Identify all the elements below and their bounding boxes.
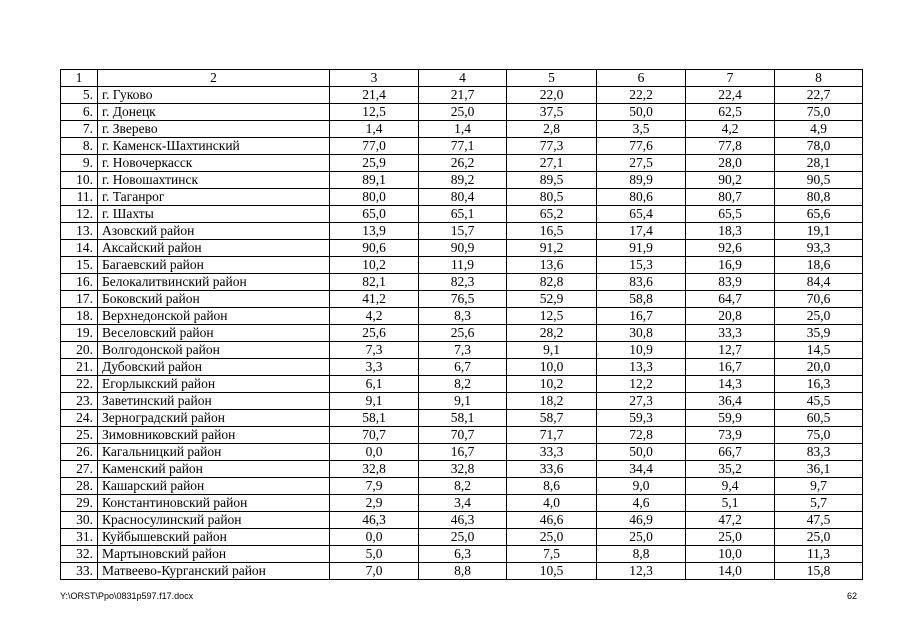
- value-cell: 45,5: [775, 393, 863, 410]
- value-cell: 28,1: [775, 155, 863, 172]
- value-cell: 60,5: [775, 410, 863, 427]
- value-cell: 70,6: [775, 291, 863, 308]
- value-cell: 91,9: [597, 240, 686, 257]
- district-name-cell: Кашарский район: [98, 478, 330, 495]
- value-cell: 12,2: [597, 376, 686, 393]
- row-number-cell: 22.: [61, 376, 98, 393]
- value-cell: 82,1: [330, 274, 419, 291]
- value-cell: 5,7: [775, 495, 863, 512]
- row-number-cell: 25.: [61, 427, 98, 444]
- district-name-cell: Белокалитвинский район: [98, 274, 330, 291]
- table-row: [61, 325, 863, 342]
- table-row: [61, 257, 863, 274]
- value-cell: 33,3: [686, 325, 775, 342]
- value-cell: 77,1: [419, 138, 507, 155]
- value-cell: 10,2: [507, 376, 597, 393]
- value-cell: 64,7: [686, 291, 775, 308]
- value-cell: 18,2: [507, 393, 597, 410]
- value-cell: 8,2: [419, 376, 507, 393]
- value-cell: 41,2: [330, 291, 419, 308]
- value-cell: 14,5: [775, 342, 863, 359]
- value-cell: 28,2: [507, 325, 597, 342]
- value-cell: 65,5: [686, 206, 775, 223]
- value-cell: 33,3: [507, 444, 597, 461]
- value-cell: 6,7: [419, 359, 507, 376]
- value-cell: 70,7: [419, 427, 507, 444]
- value-cell: 27,3: [597, 393, 686, 410]
- table-row: [61, 138, 863, 155]
- value-cell: 17,4: [597, 223, 686, 240]
- value-cell: 22,4: [686, 87, 775, 104]
- value-cell: 5,0: [330, 546, 419, 563]
- table-body: [61, 70, 863, 580]
- value-cell: 59,3: [597, 410, 686, 427]
- row-number-cell: 27.: [61, 461, 98, 478]
- row-number-cell: 10.: [61, 172, 98, 189]
- value-cell: 46,9: [597, 512, 686, 529]
- value-cell: 8,2: [419, 478, 507, 495]
- value-cell: 19,1: [775, 223, 863, 240]
- table-row: [61, 155, 863, 172]
- value-cell: 22,2: [597, 87, 686, 104]
- value-cell: 33,6: [507, 461, 597, 478]
- value-cell: 93,3: [775, 240, 863, 257]
- table-row: [61, 376, 863, 393]
- value-cell: 2,8: [507, 121, 597, 138]
- table-row: [61, 342, 863, 359]
- value-cell: 35,2: [686, 461, 775, 478]
- district-name-cell: Боковский район: [98, 291, 330, 308]
- row-number-cell: 20.: [61, 342, 98, 359]
- value-cell: 83,9: [686, 274, 775, 291]
- value-cell: 59,9: [686, 410, 775, 427]
- value-cell: 80,4: [419, 189, 507, 206]
- value-cell: 80,6: [597, 189, 686, 206]
- row-number-cell: 14.: [61, 240, 98, 257]
- value-cell: 83,3: [775, 444, 863, 461]
- value-cell: 25,0: [419, 529, 507, 546]
- district-name-cell: Кагальницкий район: [98, 444, 330, 461]
- value-cell: 58,7: [507, 410, 597, 427]
- value-cell: 46,6: [507, 512, 597, 529]
- value-cell: 3,5: [597, 121, 686, 138]
- value-cell: 32,8: [419, 461, 507, 478]
- value-cell: 82,8: [507, 274, 597, 291]
- value-cell: 5,1: [686, 495, 775, 512]
- value-cell: 16,7: [419, 444, 507, 461]
- value-cell: 8,8: [597, 546, 686, 563]
- value-cell: 15,7: [419, 223, 507, 240]
- value-cell: 16,9: [686, 257, 775, 274]
- value-cell: 62,5: [686, 104, 775, 121]
- table-row: [61, 546, 863, 563]
- row-number-cell: 28.: [61, 478, 98, 495]
- table-row: [61, 121, 863, 138]
- value-cell: 83,6: [597, 274, 686, 291]
- district-name-cell: г. Гуково: [98, 87, 330, 104]
- value-cell: 16,5: [507, 223, 597, 240]
- row-number-cell: 12.: [61, 206, 98, 223]
- value-cell: 77,6: [597, 138, 686, 155]
- page-number: 62: [847, 591, 858, 601]
- value-cell: 4,2: [330, 308, 419, 325]
- table-row: [61, 223, 863, 240]
- row-number-cell: 18.: [61, 308, 98, 325]
- value-cell: 25,0: [775, 308, 863, 325]
- value-cell: 82,3: [419, 274, 507, 291]
- value-cell: 34,4: [597, 461, 686, 478]
- value-cell: 9,1: [507, 342, 597, 359]
- value-cell: 1,4: [419, 121, 507, 138]
- value-cell: 92,6: [686, 240, 775, 257]
- value-cell: 28,0: [686, 155, 775, 172]
- header-cell: 5: [507, 70, 597, 87]
- value-cell: 27,5: [597, 155, 686, 172]
- table-row: [61, 461, 863, 478]
- district-name-cell: г. Новочеркасск: [98, 155, 330, 172]
- table-row: [61, 291, 863, 308]
- header-cell: 1: [61, 70, 98, 87]
- table-row: [61, 308, 863, 325]
- row-number-cell: 21.: [61, 359, 98, 376]
- value-cell: 65,1: [419, 206, 507, 223]
- value-cell: 37,5: [507, 104, 597, 121]
- value-cell: 50,0: [597, 104, 686, 121]
- value-cell: 9,7: [775, 478, 863, 495]
- district-name-cell: Зерноградский район: [98, 410, 330, 427]
- district-name-cell: Аксайский район: [98, 240, 330, 257]
- value-cell: 2,9: [330, 495, 419, 512]
- row-number-cell: 29.: [61, 495, 98, 512]
- value-cell: 65,6: [775, 206, 863, 223]
- value-cell: 22,0: [507, 87, 597, 104]
- value-cell: 10,9: [597, 342, 686, 359]
- value-cell: 72,8: [597, 427, 686, 444]
- value-cell: 10,5: [507, 563, 597, 580]
- row-number-cell: 8.: [61, 138, 98, 155]
- district-name-cell: Каменский район: [98, 461, 330, 478]
- value-cell: 8,8: [419, 563, 507, 580]
- value-cell: 46,3: [330, 512, 419, 529]
- value-cell: 89,5: [507, 172, 597, 189]
- value-cell: 47,2: [686, 512, 775, 529]
- table-row: [61, 427, 863, 444]
- table-row: [61, 274, 863, 291]
- district-name-cell: Веселовский район: [98, 325, 330, 342]
- district-name-cell: Заветинский район: [98, 393, 330, 410]
- row-number-cell: 5.: [61, 87, 98, 104]
- value-cell: 14,0: [686, 563, 775, 580]
- value-cell: 9,4: [686, 478, 775, 495]
- value-cell: 26,2: [419, 155, 507, 172]
- table-row: [61, 495, 863, 512]
- table-row: [61, 529, 863, 546]
- value-cell: 52,9: [507, 291, 597, 308]
- value-cell: 78,0: [775, 138, 863, 155]
- district-name-cell: г. Каменск-Шахтинский: [98, 138, 330, 155]
- value-cell: 10,0: [507, 359, 597, 376]
- district-name-cell: Матвеево-Курганский район: [98, 563, 330, 580]
- value-cell: 3,4: [419, 495, 507, 512]
- data-table: [60, 69, 863, 580]
- table-row: [61, 240, 863, 257]
- value-cell: 73,9: [686, 427, 775, 444]
- row-number-cell: 6.: [61, 104, 98, 121]
- value-cell: 36,1: [775, 461, 863, 478]
- district-name-cell: Красносулинский район: [98, 512, 330, 529]
- row-number-cell: 9.: [61, 155, 98, 172]
- footer-file-path: Y:\ORST\Ppo\0831p597.f17.docx: [60, 591, 194, 601]
- table-row: [61, 172, 863, 189]
- table-row: [61, 359, 863, 376]
- value-cell: 25,0: [507, 529, 597, 546]
- district-name-cell: г. Таганрог: [98, 189, 330, 206]
- value-cell: 84,4: [775, 274, 863, 291]
- value-cell: 75,0: [775, 427, 863, 444]
- header-cell: 6: [597, 70, 686, 87]
- row-number-cell: 7.: [61, 121, 98, 138]
- district-name-cell: Дубовский район: [98, 359, 330, 376]
- value-cell: 13,3: [597, 359, 686, 376]
- district-name-cell: Егорлыкский район: [98, 376, 330, 393]
- row-number-cell: 11.: [61, 189, 98, 206]
- value-cell: 77,8: [686, 138, 775, 155]
- value-cell: 66,7: [686, 444, 775, 461]
- value-cell: 25,0: [686, 529, 775, 546]
- value-cell: 50,0: [597, 444, 686, 461]
- table-row: [61, 206, 863, 223]
- district-name-cell: Константиновский район: [98, 495, 330, 512]
- row-number-cell: 33.: [61, 563, 98, 580]
- value-cell: 46,3: [419, 512, 507, 529]
- header-cell: 8: [775, 70, 863, 87]
- district-name-cell: Зимовниковский район: [98, 427, 330, 444]
- value-cell: 70,7: [330, 427, 419, 444]
- value-cell: 10,2: [330, 257, 419, 274]
- value-cell: 77,3: [507, 138, 597, 155]
- row-number-cell: 19.: [61, 325, 98, 342]
- value-cell: 58,1: [419, 410, 507, 427]
- district-name-cell: Азовский район: [98, 223, 330, 240]
- value-cell: 3,3: [330, 359, 419, 376]
- value-cell: 80,0: [330, 189, 419, 206]
- value-cell: 76,5: [419, 291, 507, 308]
- value-cell: 0,0: [330, 444, 419, 461]
- row-number-cell: 24.: [61, 410, 98, 427]
- value-cell: 25,9: [330, 155, 419, 172]
- value-cell: 77,0: [330, 138, 419, 155]
- value-cell: 90,6: [330, 240, 419, 257]
- value-cell: 4,0: [507, 495, 597, 512]
- value-cell: 6,1: [330, 376, 419, 393]
- value-cell: 20,0: [775, 359, 863, 376]
- value-cell: 90,5: [775, 172, 863, 189]
- row-number-cell: 13.: [61, 223, 98, 240]
- value-cell: 21,4: [330, 87, 419, 104]
- value-cell: 16,3: [775, 376, 863, 393]
- table-row: [61, 410, 863, 427]
- value-cell: 16,7: [597, 308, 686, 325]
- value-cell: 22,7: [775, 87, 863, 104]
- value-cell: 36,4: [686, 393, 775, 410]
- value-cell: 58,1: [330, 410, 419, 427]
- header-cell: 3: [330, 70, 419, 87]
- value-cell: 14,3: [686, 376, 775, 393]
- row-number-cell: 16.: [61, 274, 98, 291]
- row-number-cell: 32.: [61, 546, 98, 563]
- value-cell: 12,7: [686, 342, 775, 359]
- district-name-cell: г. Зверево: [98, 121, 330, 138]
- value-cell: 10,0: [686, 546, 775, 563]
- header-cell: 4: [419, 70, 507, 87]
- value-cell: 9,1: [419, 393, 507, 410]
- table-row: [61, 478, 863, 495]
- value-cell: 16,7: [686, 359, 775, 376]
- value-cell: 7,9: [330, 478, 419, 495]
- value-cell: 47,5: [775, 512, 863, 529]
- table-row: [61, 393, 863, 410]
- value-cell: 80,8: [775, 189, 863, 206]
- value-cell: 25,6: [419, 325, 507, 342]
- value-cell: 15,8: [775, 563, 863, 580]
- row-number-cell: 17.: [61, 291, 98, 308]
- value-cell: 12,5: [507, 308, 597, 325]
- district-name-cell: г. Донецк: [98, 104, 330, 121]
- header-cell: 2: [98, 70, 330, 87]
- value-cell: 7,0: [330, 563, 419, 580]
- table-row: [61, 189, 863, 206]
- value-cell: 15,3: [597, 257, 686, 274]
- value-cell: 20,8: [686, 308, 775, 325]
- value-cell: 21,7: [419, 87, 507, 104]
- table-row: [61, 104, 863, 121]
- district-name-cell: г. Новошахтинск: [98, 172, 330, 189]
- value-cell: 80,7: [686, 189, 775, 206]
- value-cell: 91,2: [507, 240, 597, 257]
- value-cell: 9,1: [330, 393, 419, 410]
- value-cell: 4,6: [597, 495, 686, 512]
- district-name-cell: Верхнедонской район: [98, 308, 330, 325]
- value-cell: 13,9: [330, 223, 419, 240]
- header-cell: 7: [686, 70, 775, 87]
- district-name-cell: г. Шахты: [98, 206, 330, 223]
- value-cell: 65,4: [597, 206, 686, 223]
- row-number-cell: 15.: [61, 257, 98, 274]
- value-cell: 11,9: [419, 257, 507, 274]
- value-cell: 65,2: [507, 206, 597, 223]
- value-cell: 30,8: [597, 325, 686, 342]
- district-name-cell: Куйбышевский район: [98, 529, 330, 546]
- row-number-cell: 30.: [61, 512, 98, 529]
- value-cell: 25,6: [330, 325, 419, 342]
- value-cell: 4,9: [775, 121, 863, 138]
- value-cell: 12,5: [330, 104, 419, 121]
- value-cell: 18,6: [775, 257, 863, 274]
- value-cell: 35,9: [775, 325, 863, 342]
- value-cell: 9,0: [597, 478, 686, 495]
- value-cell: 89,1: [330, 172, 419, 189]
- district-name-cell: Волгодонской район: [98, 342, 330, 359]
- value-cell: 4,2: [686, 121, 775, 138]
- row-number-cell: 26.: [61, 444, 98, 461]
- table-row: [61, 512, 863, 529]
- value-cell: 25,0: [597, 529, 686, 546]
- value-cell: 7,5: [507, 546, 597, 563]
- value-cell: 6,3: [419, 546, 507, 563]
- value-cell: 75,0: [775, 104, 863, 121]
- value-cell: 12,3: [597, 563, 686, 580]
- value-cell: 89,9: [597, 172, 686, 189]
- value-cell: 1,4: [330, 121, 419, 138]
- value-cell: 90,9: [419, 240, 507, 257]
- row-number-cell: 31.: [61, 529, 98, 546]
- value-cell: 25,0: [775, 529, 863, 546]
- value-cell: 7,3: [330, 342, 419, 359]
- district-name-cell: Багаевский район: [98, 257, 330, 274]
- value-cell: 90,2: [686, 172, 775, 189]
- value-cell: 65,0: [330, 206, 419, 223]
- table-row: [61, 444, 863, 461]
- value-cell: 25,0: [419, 104, 507, 121]
- value-cell: 89,2: [419, 172, 507, 189]
- value-cell: 0,0: [330, 529, 419, 546]
- value-cell: 8,6: [507, 478, 597, 495]
- row-number-cell: 23.: [61, 393, 98, 410]
- district-name-cell: Мартыновский район: [98, 546, 330, 563]
- value-cell: 8,3: [419, 308, 507, 325]
- value-cell: 11,3: [775, 546, 863, 563]
- table-row: [61, 563, 863, 580]
- value-cell: 7,3: [419, 342, 507, 359]
- value-cell: 18,3: [686, 223, 775, 240]
- value-cell: 80,5: [507, 189, 597, 206]
- value-cell: 58,8: [597, 291, 686, 308]
- value-cell: 71,7: [507, 427, 597, 444]
- table-row: [61, 87, 863, 104]
- value-cell: 27,1: [507, 155, 597, 172]
- header-row: [61, 70, 863, 87]
- value-cell: 13,6: [507, 257, 597, 274]
- value-cell: 32,8: [330, 461, 419, 478]
